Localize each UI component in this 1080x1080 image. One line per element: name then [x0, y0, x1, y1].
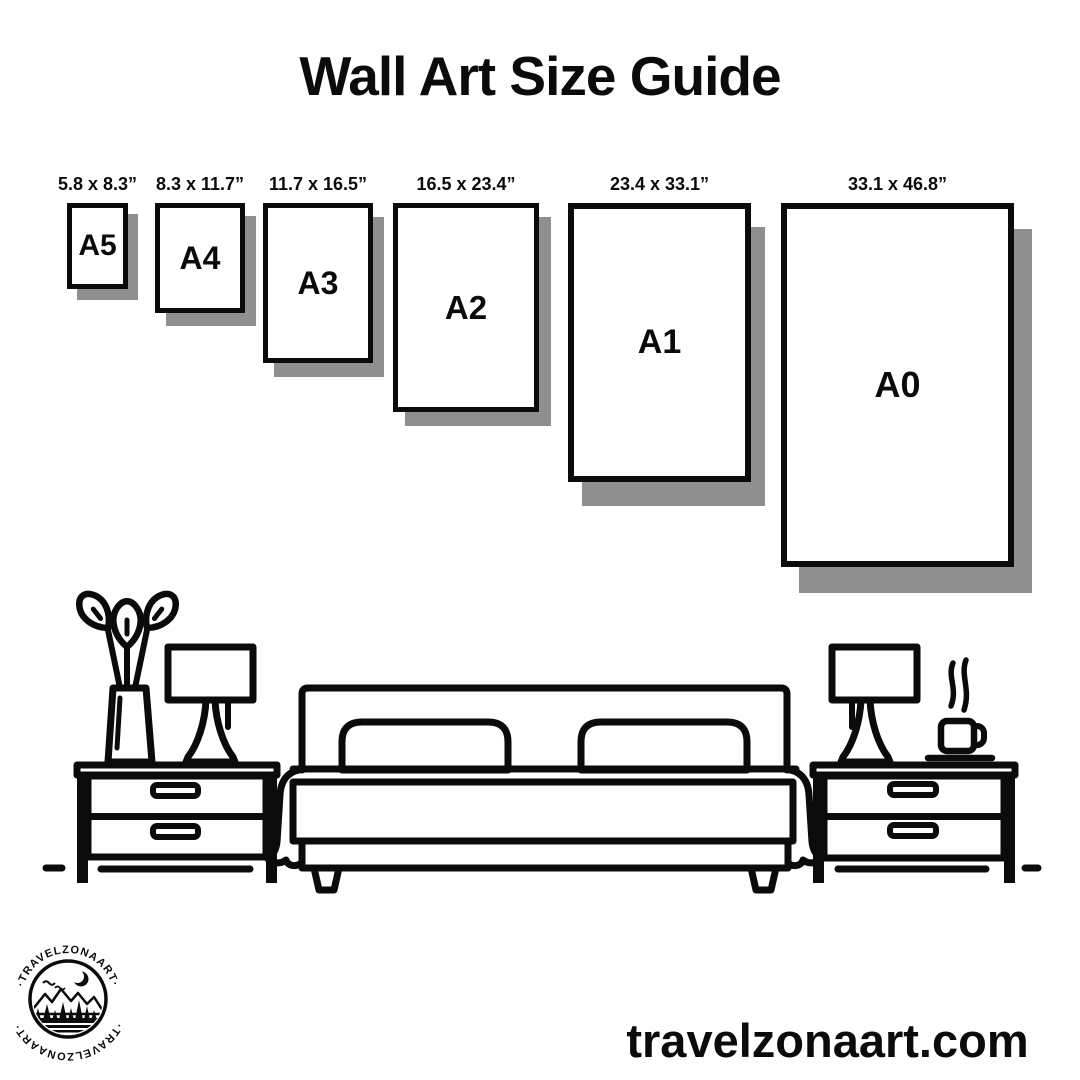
lamp-shade	[168, 647, 253, 700]
paper-a2	[393, 203, 539, 412]
plant-leaf	[137, 588, 182, 635]
drawer-handle	[890, 825, 936, 836]
size-dimensions-label: 5.8 x 8.3”	[57, 174, 138, 194]
pillow	[581, 722, 747, 770]
size-item-a4	[155, 174, 245, 313]
vase	[108, 688, 152, 762]
size-item-a5	[57, 174, 138, 289]
paper-size-name: A4	[179, 239, 221, 276]
blanket-drape	[784, 769, 821, 866]
paper-size-name: A2	[444, 288, 488, 326]
drawer-handle	[890, 784, 936, 795]
paper-size-name: A0	[874, 364, 921, 405]
drawer-handle	[153, 785, 198, 796]
nightstand-icon	[77, 765, 277, 883]
paper-size-name: A3	[297, 264, 339, 301]
size-dimensions-label: 33.1 x 46.8”	[847, 174, 948, 194]
nightstand-icon	[813, 765, 1015, 883]
pillow	[342, 722, 508, 770]
paper-a1	[568, 203, 751, 482]
table-lamp-icon	[832, 647, 917, 762]
coffee-cup-icon	[928, 660, 992, 758]
paper-a0	[781, 203, 1014, 567]
cup-handle	[964, 726, 984, 745]
logo-text-bottom: ·TRAVELZONAART·	[11, 1021, 125, 1062]
size-dimensions-label: 8.3 x 11.7”	[155, 174, 245, 194]
paper-a4	[155, 203, 245, 313]
size-item-a3	[263, 174, 373, 363]
logo-text-top: ·TRAVELZONAART·	[14, 943, 122, 989]
bed-leg	[751, 868, 776, 890]
size-item-a1	[568, 174, 751, 482]
table-lamp-icon	[168, 647, 253, 762]
bed-leg	[314, 868, 339, 890]
size-dimensions-label: 16.5 x 23.4”	[416, 174, 516, 194]
size-dimensions-label: 23.4 x 33.1”	[609, 174, 710, 194]
paper-size-name: A1	[637, 323, 682, 361]
paper-a5	[67, 203, 128, 289]
drawer-handle	[153, 826, 198, 837]
plant-leaf	[73, 588, 118, 635]
size-item-a0	[781, 174, 1014, 567]
bed-frame	[302, 841, 788, 868]
lamp-shade	[832, 647, 917, 700]
paper-size-name: A5	[78, 229, 117, 262]
mattress	[293, 782, 793, 841]
cup-body	[941, 721, 974, 751]
blanket-drape	[268, 769, 305, 866]
website-url: travelzonaart.com	[626, 1014, 1029, 1067]
paper-a3	[263, 203, 373, 363]
brand-logo	[5, 936, 131, 1062]
double-bed-icon	[268, 688, 821, 890]
plant-leaf	[113, 601, 140, 647]
size-item-a2	[393, 174, 539, 412]
plant-vase-icon	[73, 588, 182, 762]
headboard	[302, 688, 787, 770]
page-title: Wall Art Size Guide	[299, 45, 781, 107]
size-dimensions-label: 11.7 x 16.5”	[268, 174, 368, 194]
